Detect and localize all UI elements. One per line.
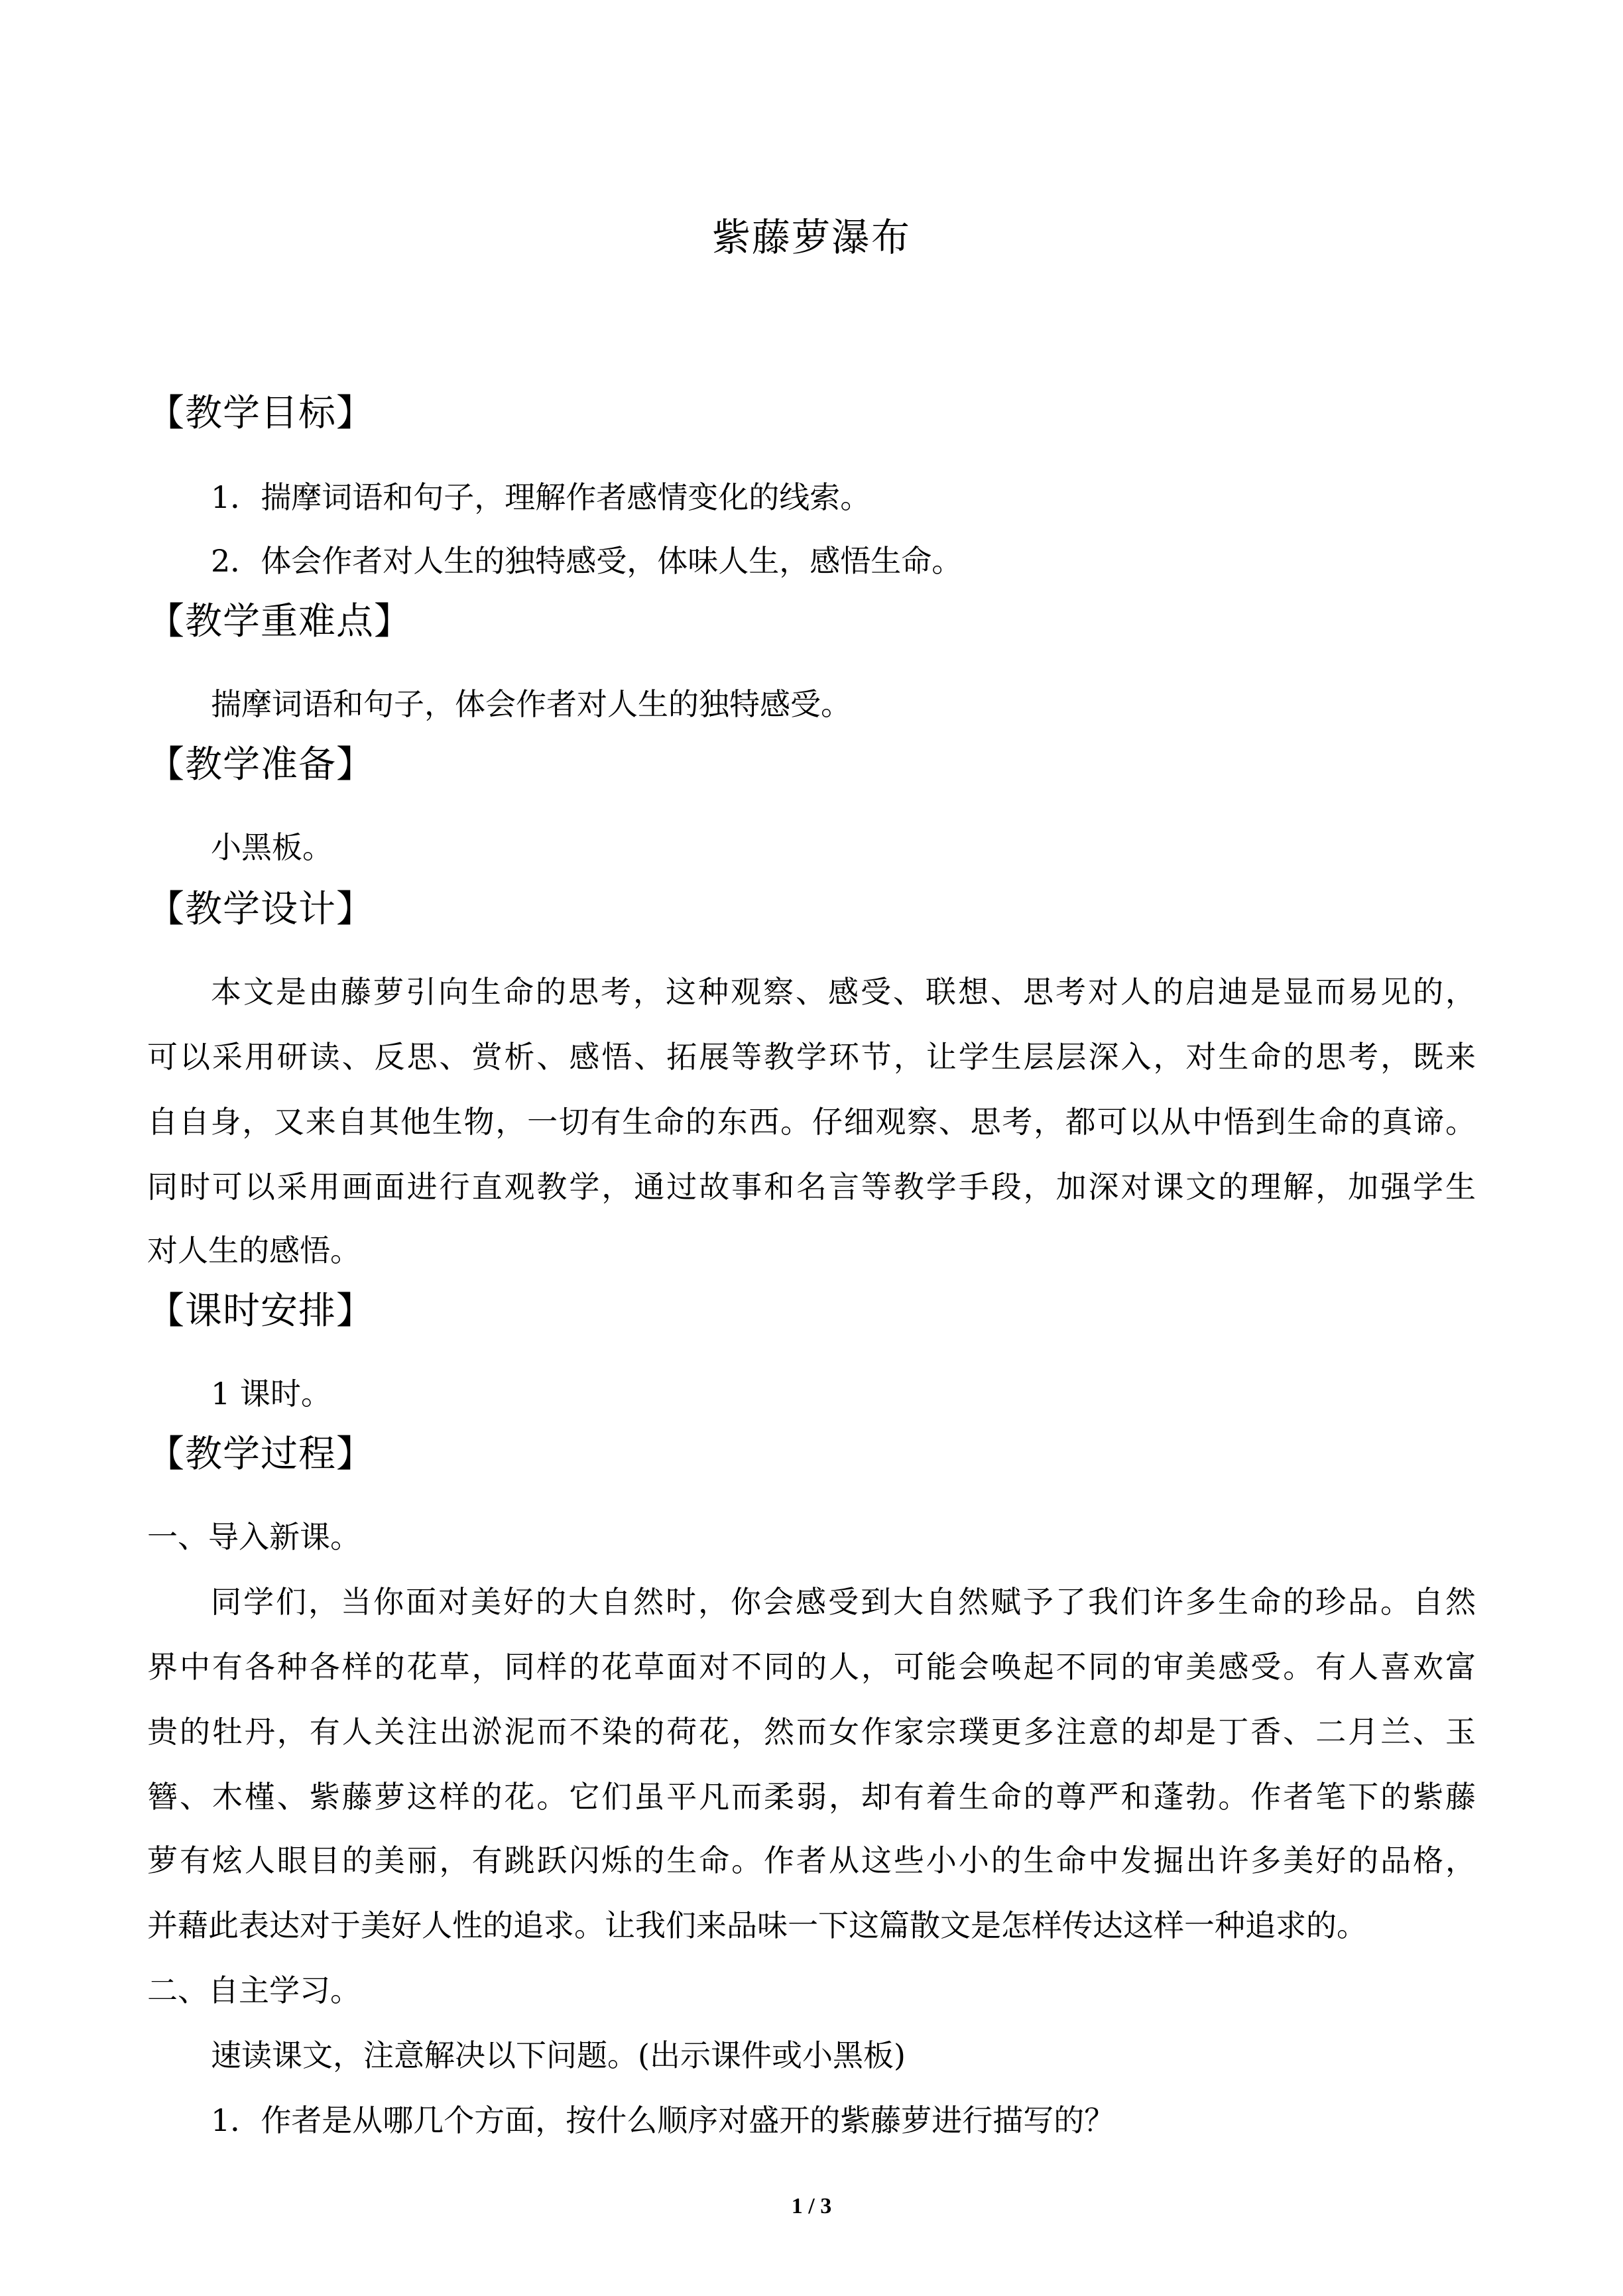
process-part1-line: 萝有炫人眼目的美丽，有跳跃闪烁的生命。作者从这些小小的生命中发掘出许多美好的品格， bbox=[147, 1843, 1476, 1878]
heading-objectives: 【教学目标】 bbox=[147, 392, 374, 435]
process-part1-title: 一、导入新课。 bbox=[147, 1519, 361, 1555]
process-part2-intro: 速读课文，注意解决以下问题。(出示课件或小黑板) bbox=[211, 2037, 906, 2073]
key-points-text: 揣摩词语和句子，体会作者对人生的独特感受。 bbox=[211, 686, 851, 722]
process-part1-line: 界中有各种各样的花草，同样的花草面对不同的人，可能会唤起不同的审美感受。有人喜欢富 bbox=[147, 1649, 1476, 1685]
process-part2-title: 二、自主学习。 bbox=[147, 1972, 361, 2008]
objective-item: 1．揣摩词语和句子，理解作者感情变化的线索。 bbox=[211, 479, 871, 515]
design-paragraph-line: 自自身，又来自其他生物，一切有生命的东西。仔细观察、思考，都可以从中悟到生命的真谛。 bbox=[147, 1104, 1476, 1140]
page-number: 1 / 3 bbox=[791, 2194, 832, 2218]
process-part1-line: 簪、木槿、紫藤萝这样的花。它们虽平凡而柔弱，却有着生命的尊严和蓬勃。作者笔下的紫藤 bbox=[147, 1779, 1476, 1815]
preparation-text: 小黑板。 bbox=[211, 829, 333, 865]
heading-preparation: 【教学准备】 bbox=[147, 743, 374, 786]
design-paragraph-line: 同时可以采用画面进行直观教学，通过故事和名言等教学手段，加深对课文的理解，加强学生 bbox=[147, 1169, 1476, 1205]
heading-design: 【教学设计】 bbox=[147, 888, 374, 931]
objective-item: 2．体会作者对人生的独特感受，体味人生，感悟生命。 bbox=[211, 543, 963, 579]
heading-key-points: 【教学重难点】 bbox=[147, 600, 412, 643]
document-title: 紫藤萝瀑布 bbox=[711, 215, 911, 260]
process-part1-line: 同学们，当你面对美好的大自然时，你会感受到大自然赋予了我们许多生命的珍品。自然 bbox=[211, 1584, 1476, 1620]
design-paragraph-line: 可以采用研读、反思、赏析、感悟、拓展等教学环节，让学生层层深入，对生命的思考，既来 bbox=[147, 1039, 1476, 1075]
process-part1-line: 并藉此表达对于美好人性的追求。让我们来品味一下这篇散文是怎样传达这样一种追求的。 bbox=[147, 1907, 1367, 1943]
heading-process: 【教学过程】 bbox=[147, 1433, 374, 1476]
design-paragraph-line: 对人生的感悟。 bbox=[147, 1233, 361, 1268]
process-part1-line: 贵的牡丹，有人关注出淤泥而不染的荷花，然而女作家宗璞更多注意的却是丁香、二月兰、玉 bbox=[147, 1714, 1476, 1750]
schedule-text: 1 课时。 bbox=[211, 1376, 331, 1412]
process-part2-question: 1．作者是从哪几个方面，按什么顺序对盛开的紫藤萝进行描写的？ bbox=[211, 2102, 1115, 2138]
heading-schedule: 【课时安排】 bbox=[147, 1290, 374, 1333]
design-paragraph-line: 本文是由藤萝引向生命的思考，这种观察、感受、联想、思考对人的启迪是显而易见的， bbox=[211, 974, 1476, 1010]
